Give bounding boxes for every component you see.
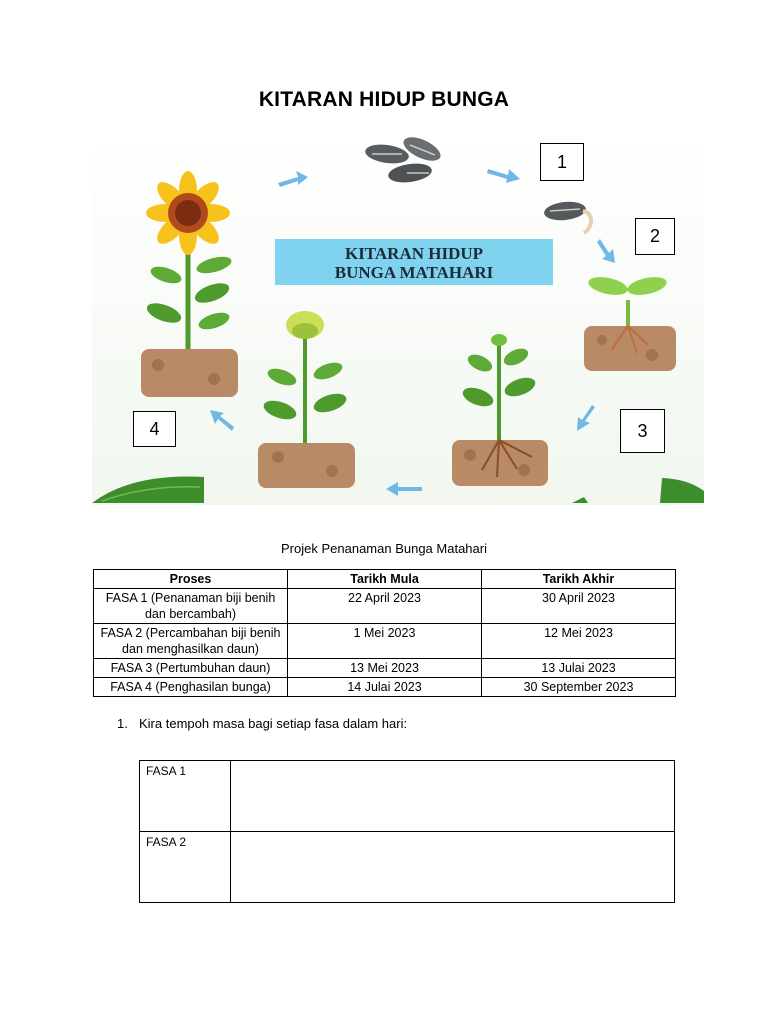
question-text: Kira tempoh masa bagi setiap fasa dalam hari: [139, 716, 408, 731]
banner [275, 239, 553, 285]
page-title: KITARAN HIDUP BUNGA [258, 88, 510, 111]
question-number: 1. [117, 716, 128, 731]
table-header-row [94, 570, 676, 589]
stage-number-3: 3 [620, 409, 665, 453]
question-1 [117, 716, 407, 731]
answer-row [140, 832, 675, 903]
table-row [94, 624, 676, 659]
table-cell: 12 Mei 2023 [482, 624, 676, 659]
stage-number-1: 1 [540, 143, 584, 181]
schedule-table [93, 569, 676, 697]
table-row [94, 678, 676, 697]
column-header: Tarikh Akhir [482, 570, 676, 589]
answer-field[interactable] [231, 761, 675, 832]
table-cell: FASA 4 (Penghasilan bunga) [94, 678, 288, 697]
stage-number-2: 2 [635, 218, 675, 255]
table-row [94, 659, 676, 678]
table-cell: FASA 3 (Pertumbuhan daun) [94, 659, 288, 678]
answer-label: FASA 1 [140, 761, 231, 832]
table-caption: Projek Penanaman Bunga Matahari [281, 541, 487, 556]
answer-label: FASA 2 [140, 832, 231, 903]
table-cell: 14 Julai 2023 [288, 678, 482, 697]
table-cell: 30 April 2023 [482, 589, 676, 624]
column-header: Proses [94, 570, 288, 589]
banner-line-2: BUNGA MATAHARI [334, 263, 494, 282]
table-cell: FASA 1 (Penanaman biji benih dan bercambah) [94, 589, 288, 624]
table-cell: 30 September 2023 [482, 678, 676, 697]
answer-table [139, 760, 675, 903]
stage-number-4: 4 [133, 411, 176, 447]
table-cell: 13 Mei 2023 [288, 659, 482, 678]
table-row [94, 589, 676, 624]
table-cell: FASA 2 (Percambahan biji benih dan menghasilkan daun) [94, 624, 288, 659]
column-header: Tarikh Mula [288, 570, 482, 589]
life-cycle-drawing [92, 135, 704, 505]
answer-row [140, 761, 675, 832]
answer-field[interactable] [231, 832, 675, 903]
table-cell: 22 April 2023 [288, 589, 482, 624]
table-cell: 13 Julai 2023 [482, 659, 676, 678]
table-cell: 1 Mei 2023 [288, 624, 482, 659]
life-cycle-illustration [92, 135, 704, 505]
banner-line-1: KITARAN HIDUP [344, 244, 484, 263]
